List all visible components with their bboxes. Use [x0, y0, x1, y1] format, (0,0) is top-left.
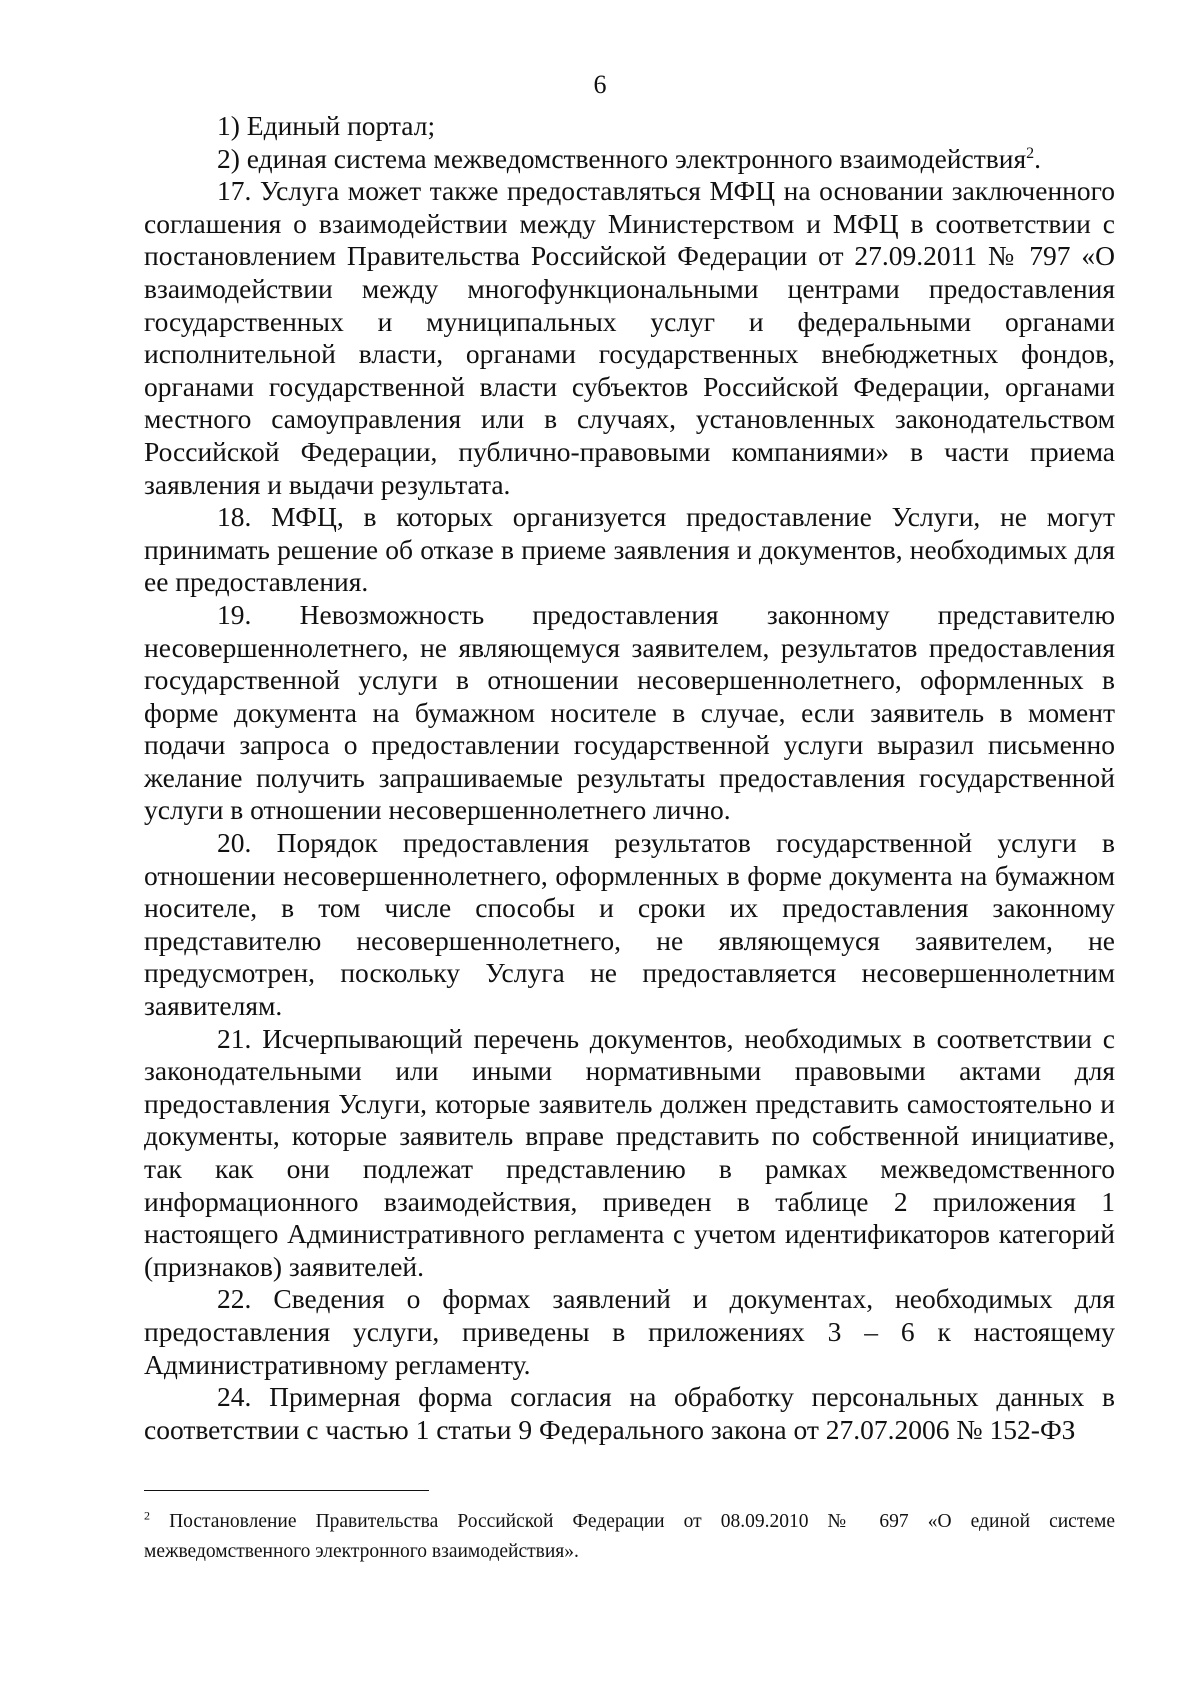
- paragraph-punctuation: .: [1034, 142, 1041, 174]
- paragraph-text: 17. Услуга может также предоставляться МФЦ на основании заключенного соглашения о взаимодействии между Министерством и МФЦ в соответствии с постановлением Правительства Российской Федерации от 27.09.2011 № 797 «О взаимодействии между многофункциональными центрами предоставления государственных и муниципальных услуг и федеральными органами исполнительной власти, органами государственных внебюджетных фондов, органами государственной власти субъектов Российской Федерации, органами местного самоуправления или в случаях, установленных законодательством Российской Федерации, публично-правовыми компаниями» в части приема заявления и выдачи результата.: [144, 175, 1115, 500]
- paragraph-19: [144, 599, 1115, 827]
- paragraph-18: [144, 501, 1115, 599]
- paragraph-text: 19. Невозможность предоставления законному представителю несовершеннолетнего, не являющемуся заявителем, результатов предоставления государственной услуги в отношении несовершеннолетнего, оформленных в форме документа на бумажном носителе в случае, если заявитель в момент подачи запроса о предоставлении государственной услуги выразил письменно желание получить запрашиваемые результаты предоставления государственной услуги в отношении несовершеннолетнего лично.: [144, 598, 1115, 826]
- paragraph-text: 22. Сведения о формах заявлений и документах, необходимых для предоставления услуги, приведены в приложениях 3 – 6 к настоящему Административному регламенту.: [144, 1283, 1115, 1380]
- paragraph-text: 18. МФЦ, в которых организуется предоставление Услуги, не могут принимать решение об отказе в приеме заявления и документов, необходимых для ее предоставления.: [144, 501, 1115, 598]
- paragraph-text: 20. Порядок предоставления результатов государственной услуги в отношении несовершеннолетнего, оформленных в форме документа на бумажном носителе, в том числе способы и сроки их предоставления законному представителю несовершеннолетнего, не являющемуся заявителем, не предусмотрен, поскольку Услуга не предоставляется несовершеннолетним заявителям.: [144, 827, 1115, 1022]
- paragraph-21: [144, 1023, 1115, 1284]
- footnote: [144, 1507, 1115, 1567]
- footnote-reference: 2: [1026, 144, 1035, 162]
- list-item-interagency-system: [144, 143, 1115, 176]
- paragraph-22: [144, 1283, 1115, 1381]
- page-number: 6: [593, 70, 607, 99]
- footnote-separator: [144, 1490, 429, 1491]
- list-item-single-portal: [144, 110, 1115, 143]
- paragraph-text: 21. Исчерпывающий перечень документов, необходимых в соответствии с законодательными или иными нормативными правовыми актами для предоставления Услуги, которые заявитель должен представить самостоятельно и документы, которые заявитель вправе представить по собственной инициативе, так как они подлежат представлению в рамках межведомственного информационного взаимодействия, приведен в таблице 2 приложения 1 настоящего Административного регламента с учетом идентификаторов категорий (признаков) заявителей.: [144, 1022, 1115, 1282]
- paragraph-text: 24. Примерная форма согласия на обработку персональных данных в соответствии с частью 1 статьи 9 Федерального закона от 27.07.2006 № 152-ФЗ: [144, 1381, 1115, 1445]
- paragraph-text: 1) Единый портал;: [217, 110, 436, 141]
- footnote-marker: 2: [144, 1508, 150, 1523]
- paragraph-17: [144, 175, 1115, 501]
- paragraph-24: [144, 1381, 1115, 1446]
- footnote-text: Постановление Правительства Российской Федерации от 08.09.2010 № 697 «О единой системе межведомственного электронного взаимодействия».: [144, 1511, 1115, 1562]
- paragraph-text: 2) единая система межведомственного электронного взаимодействия: [217, 142, 1027, 174]
- paragraph-20: [144, 827, 1115, 1023]
- document-body: [144, 110, 1115, 1446]
